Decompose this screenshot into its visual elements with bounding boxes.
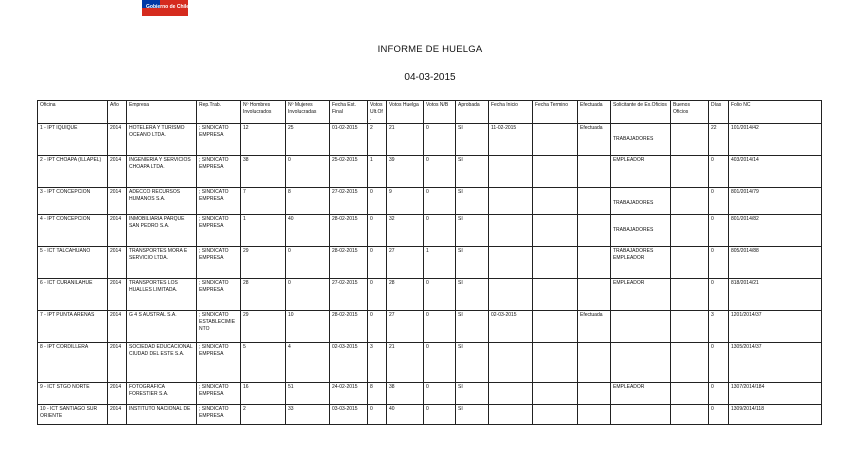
table-cell: 1 - IPT IQUIQUE — [38, 124, 108, 156]
table-cell: TRANSPORTES LOS HUALLES LIMITADA. — [127, 279, 197, 311]
logo-text: Gobierno de Chile — [146, 4, 190, 10]
table-cell: 1201/2014/37 — [729, 311, 822, 343]
table-cell: SI — [456, 188, 489, 215]
table-cell: 0 — [368, 215, 387, 247]
table-cell: ; SINDICATO EMPRESA — [197, 343, 241, 383]
table-cell — [533, 215, 578, 247]
column-header: Oficina — [38, 101, 108, 124]
table-cell: 2014 — [108, 405, 127, 425]
table-cell: 2014 — [108, 215, 127, 247]
table-cell: 2014 — [108, 156, 127, 188]
table-cell: ; SINDICATO EMPRESA — [197, 188, 241, 215]
table-cell: 0 — [368, 311, 387, 343]
table-cell — [533, 188, 578, 215]
table-cell: 0 — [368, 405, 387, 425]
column-header: Buenos Oficios — [671, 101, 709, 124]
table-cell: 805/2014/88 — [729, 247, 822, 279]
table-cell: 25-02-2015 — [330, 156, 368, 188]
table-cell: HOTELERA Y TURISMO OCEANO LTDA. — [127, 124, 197, 156]
table-cell: 16 — [241, 383, 286, 405]
table-cell: 28 — [241, 279, 286, 311]
table-cell: 29 — [241, 311, 286, 343]
column-header: Solicitante de Ex.Oficios — [611, 101, 671, 124]
table-cell — [489, 247, 533, 279]
column-header: Nº Hombres Involucrados — [241, 101, 286, 124]
table-cell: 0 — [286, 279, 330, 311]
table-cell: 2014 — [108, 311, 127, 343]
table-cell: 0 — [709, 343, 729, 383]
table-cell — [671, 188, 709, 215]
table-cell: 03-03-2015 — [330, 405, 368, 425]
table-cell: 40 — [286, 215, 330, 247]
table-cell: 29 — [241, 247, 286, 279]
table-cell: 8 — [286, 188, 330, 215]
table-cell: 01-02-2015 — [330, 124, 368, 156]
table-cell: TRANSPORTES MORA E SERVICIO LTDA. — [127, 247, 197, 279]
table-cell: SI — [456, 156, 489, 188]
column-header: Días — [709, 101, 729, 124]
table-cell: FOTOGRAFICA FORESTIER S.A. — [127, 383, 197, 405]
table-cell: SI — [456, 343, 489, 383]
table-cell: 2 - IPT CHOAPA (ILLAPEL) — [38, 156, 108, 188]
table-cell: 51 — [286, 383, 330, 405]
table-cell: TRABAJADORES — [611, 188, 671, 215]
table-cell — [489, 188, 533, 215]
table-cell: ; SINDICATO EMPRESA — [197, 215, 241, 247]
table-cell: Efectuada — [578, 311, 611, 343]
column-header: Folio NC — [729, 101, 822, 124]
table-cell: 0 — [709, 279, 729, 311]
table-cell: 9 — [387, 188, 424, 215]
table-cell — [671, 279, 709, 311]
table-cell: 0 — [424, 383, 456, 405]
table-cell: EMPLEADOR — [611, 383, 671, 405]
table-cell — [671, 383, 709, 405]
strike-report-table — [37, 100, 822, 425]
table-cell — [533, 247, 578, 279]
column-header: Votos N/B — [424, 101, 456, 124]
table-cell: 0 — [286, 156, 330, 188]
table-cell: 10 — [286, 311, 330, 343]
table-cell: 02-03-2015 — [489, 311, 533, 343]
table-cell: 0 — [368, 247, 387, 279]
table-cell: SI — [456, 247, 489, 279]
table-cell — [671, 247, 709, 279]
table-cell: 5 - ICT TALCAHUANO — [38, 247, 108, 279]
table-row — [38, 383, 822, 405]
table-cell: 0 — [424, 343, 456, 383]
table-cell — [489, 405, 533, 425]
table-cell: 1 — [424, 247, 456, 279]
table-cell: 2 — [368, 124, 387, 156]
table-cell: 0 — [424, 405, 456, 425]
column-header: Votos Huelga — [387, 101, 424, 124]
table-cell — [533, 405, 578, 425]
table-cell — [578, 279, 611, 311]
table-row — [38, 405, 822, 425]
table-cell: 801/2014/79 — [729, 188, 822, 215]
table-cell: 38 — [387, 383, 424, 405]
column-header: Año — [108, 101, 127, 124]
table-cell: ADECCO RECURSOS HUMANOS S.A. — [127, 188, 197, 215]
table-cell: 0 — [424, 188, 456, 215]
table-cell: 2014 — [108, 279, 127, 311]
table-cell: 4 — [286, 343, 330, 383]
table-cell: 1309/2014/118 — [729, 405, 822, 425]
table-cell: 22 — [709, 124, 729, 156]
table-cell: 39 — [387, 156, 424, 188]
table-cell: 33 — [286, 405, 330, 425]
table-cell: 0 — [709, 215, 729, 247]
table-cell — [489, 215, 533, 247]
table-cell: Efectuada — [578, 124, 611, 156]
table-cell: 24-02-2015 — [330, 383, 368, 405]
table-cell — [489, 279, 533, 311]
table-cell: ; SINDICATO EMPRESA — [197, 156, 241, 188]
report-date: 04-03-2015 — [404, 72, 456, 83]
table-cell: 28-02-2015 — [330, 247, 368, 279]
table-cell: 27 — [387, 311, 424, 343]
table-cell: 5 — [241, 343, 286, 383]
table-cell: 2014 — [108, 247, 127, 279]
table-cell — [578, 247, 611, 279]
table-cell: 2014 — [108, 383, 127, 405]
table-cell: 12 — [241, 124, 286, 156]
column-header: Rep.Trab. — [197, 101, 241, 124]
table-cell: 6 - ICT CURANILAHUE — [38, 279, 108, 311]
table-cell — [671, 405, 709, 425]
table-cell — [611, 343, 671, 383]
column-header: Fecha Est. Final — [330, 101, 368, 124]
table-cell: SI — [456, 311, 489, 343]
table-cell: 0 — [424, 124, 456, 156]
table-cell: 11-02-2015 — [489, 124, 533, 156]
column-header: Fecha Termino — [533, 101, 578, 124]
table-cell: ; SINDICATO EMPRESA — [197, 405, 241, 425]
table-cell: 0 — [709, 156, 729, 188]
table-cell: 27-02-2015 — [330, 188, 368, 215]
table-cell: TRABAJADORES — [611, 215, 671, 247]
table-cell: 27 — [387, 247, 424, 279]
table-cell: ; SINDICATO EMPRESA — [197, 124, 241, 156]
table-cell: 8 - IPT CORDILLERA — [38, 343, 108, 383]
table-cell: 0 — [368, 279, 387, 311]
table-cell: 2014 — [108, 124, 127, 156]
table-cell: 40 — [387, 405, 424, 425]
table-cell — [671, 156, 709, 188]
table-cell — [578, 343, 611, 383]
table-cell: 1305/2014/37 — [729, 343, 822, 383]
table-cell — [533, 124, 578, 156]
table-cell: 0 — [424, 156, 456, 188]
table-cell: 3 — [368, 343, 387, 383]
table-cell: 0 — [709, 188, 729, 215]
table-cell: INSTITUTO NACIONAL DE — [127, 405, 197, 425]
table-cell: 1 — [241, 215, 286, 247]
table-cell — [578, 405, 611, 425]
column-header: Nº Mujeres Involucradas — [286, 101, 330, 124]
table-cell: 4 - IPT CONCEPCION — [38, 215, 108, 247]
column-header: Efectuada — [578, 101, 611, 124]
table-cell: ; SINDICATO EMPRESA — [197, 279, 241, 311]
table-cell: 2014 — [108, 188, 127, 215]
table-cell: 0 — [368, 188, 387, 215]
table-cell — [489, 343, 533, 383]
table-cell: 02-03-2015 — [330, 343, 368, 383]
table-cell: INGENIERIA Y SERVICIOS CHOAPA LTDA. — [127, 156, 197, 188]
table-row — [38, 247, 822, 279]
column-header: Aprobada — [456, 101, 489, 124]
table-cell — [671, 124, 709, 156]
table-cell: 1 — [368, 156, 387, 188]
table-cell: 2 — [241, 405, 286, 425]
table-cell — [578, 215, 611, 247]
table-cell — [611, 311, 671, 343]
table-row — [38, 156, 822, 188]
table-row — [38, 343, 822, 383]
report-title: INFORME DE HUELGA — [377, 44, 483, 55]
table-cell: ; SINDICATO ESTABLECIMIENTO — [197, 311, 241, 343]
table-cell: 32 — [387, 215, 424, 247]
table-cell: 3 - IPT CONCEPCION — [38, 188, 108, 215]
table-cell — [533, 279, 578, 311]
table-cell: 3 — [709, 311, 729, 343]
table-cell: SI — [456, 279, 489, 311]
table-cell: 28 — [387, 279, 424, 311]
table-cell: ; SINDICATO EMPRESA — [197, 383, 241, 405]
table-cell — [578, 156, 611, 188]
table-row — [38, 188, 822, 215]
table-cell: 21 — [387, 124, 424, 156]
table-cell: TRABAJADORES — [611, 124, 671, 156]
table-cell: 28-02-2015 — [330, 215, 368, 247]
table-cell: 0 — [286, 247, 330, 279]
table-row — [38, 124, 822, 156]
table-cell: ; SINDICATO EMPRESA — [197, 247, 241, 279]
table-cell — [671, 311, 709, 343]
table-cell: 21 — [387, 343, 424, 383]
table-cell: SOCIEDAD EDUCACIONAL CIUDAD DEL ESTE S.A. — [127, 343, 197, 383]
table-cell: 7 - IPT PUNTA ARENAS — [38, 311, 108, 343]
table-cell — [533, 156, 578, 188]
table-cell — [578, 383, 611, 405]
table-cell: SI — [456, 383, 489, 405]
table-cell: SI — [456, 124, 489, 156]
table-cell: TRABAJADORES EMPLEADOR — [611, 247, 671, 279]
table-cell: 0 — [424, 279, 456, 311]
table-cell: 25 — [286, 124, 330, 156]
table-cell: 403/2014/14 — [729, 156, 822, 188]
table-cell: 28-02-2015 — [330, 311, 368, 343]
table-cell: EMPLEADOR — [611, 279, 671, 311]
table-cell — [611, 405, 671, 425]
table-cell: 0 — [709, 405, 729, 425]
table-cell — [533, 383, 578, 405]
table-cell: 27-02-2015 — [330, 279, 368, 311]
table-cell — [671, 343, 709, 383]
table-cell: 38 — [241, 156, 286, 188]
table-cell: INMOBILIARIA PARQUE SAN PEDRO S.A. — [127, 215, 197, 247]
table-cell — [489, 383, 533, 405]
table-cell: 101/2014/42 — [729, 124, 822, 156]
table-cell: 0 — [424, 311, 456, 343]
table-row — [38, 215, 822, 247]
table-cell: 9 - ICT STGO NORTE — [38, 383, 108, 405]
table-cell: 801/2014/82 — [729, 215, 822, 247]
table-cell: 818/2014/21 — [729, 279, 822, 311]
table-cell — [489, 156, 533, 188]
table-cell: 0 — [424, 215, 456, 247]
column-header: Empresa — [127, 101, 197, 124]
header-row — [38, 101, 822, 124]
column-header: Votos Ult.Of. — [368, 101, 387, 124]
table-cell: SI — [456, 215, 489, 247]
table-cell — [671, 215, 709, 247]
table-cell: G 4 S AUSTRAL S.A. — [127, 311, 197, 343]
table-cell: 10 - ICT SANTIAGO SUR ORIENTE — [38, 405, 108, 425]
table-cell: 0 — [709, 247, 729, 279]
table-row — [38, 311, 822, 343]
table-cell: 7 — [241, 188, 286, 215]
table-cell: 0 — [709, 383, 729, 405]
table-cell: SI — [456, 405, 489, 425]
column-header: Fecha Inicio — [489, 101, 533, 124]
table-cell: EMPLEADOR — [611, 156, 671, 188]
table-cell: 2014 — [108, 343, 127, 383]
table-cell — [533, 311, 578, 343]
table-cell — [578, 188, 611, 215]
table-cell: 8 — [368, 383, 387, 405]
table-row — [38, 279, 822, 311]
table-cell — [533, 343, 578, 383]
table-cell: 1307/2014/184 — [729, 383, 822, 405]
